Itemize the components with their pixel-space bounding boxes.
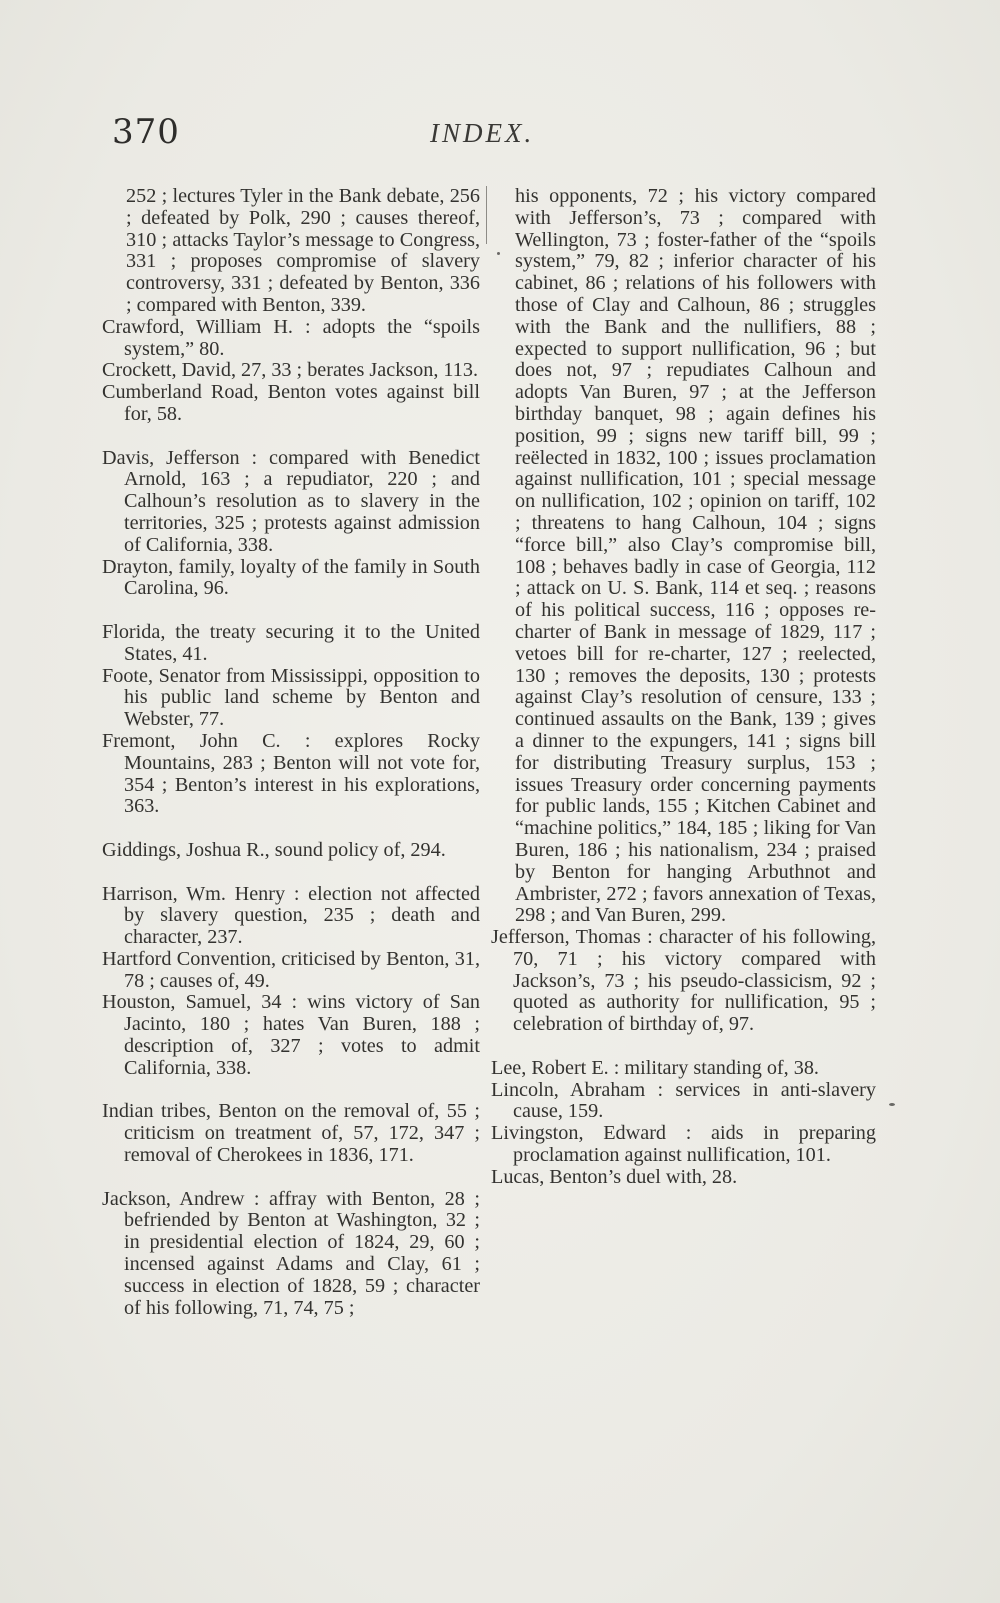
index-entry: Cumberland Road, Benton votes against bill for, 58. [102, 381, 480, 425]
entry-gap [102, 1080, 480, 1102]
index-entry: Lucas, Benton’s duel with, 28. [491, 1165, 738, 1188]
index-entry-continuation: his opponents, 72 ; his victory compared with Jefferson’s, 73 ; compared with Wellington, 73 ; foster-father of the “spoils system,” 79, 82 ; inferior character of his cabinet, 86 ; relations of his followers with those of Clay and Calhoun, 86 ; struggles with the Bank and the nullifiers, 88 ; expected to support nullification, 96 ; but does not, 97 ; repudiates Calhoun and adopts Van Buren, 97 ; at the Jefferson birthday banquet, 98 ; again defines his position, 99 ; signs new tariff bill, 99 ; reëlected in 1832, 100 ; issues proclamation against nullification, 101 ; special message on nullification, 102 ; opinion on tariff, 102 ; threatens to hang Calhoun, 104 ; signs “force bill,” also Clay’s compromise bill, 108 ; behaves badly in case of Georgia, 112 ; attack on U. S. Bank, 114 et seq. ; reasons of his political success, 116 ; opposes re-charter of Bank in message of 1829, 117 ; vetoes bill for re-charter, 127 ; reelected, 130 ; removes the deposits, 130 ; protests against Clay’s resolution of censure, 133 ; continued assaults on the Bank, 139 ; gives a dinner to the expungers, 141 ; signs bill for distributing Treasury surplus, 153 ; issues Treasury order concerning payments for public lands, 155 ; Kitchen Cabinet and “machine politics,” 184, 185 ; liking for Van Buren, 186 ; his nationalism, 234 ; praised by Benton for hanging Arbuthnot and Ambrister, 272 ; favors annexation of Texas, 298 ; and Van Buren, 299. [515, 185, 876, 927]
index-entry: Jackson, Andrew : affray with Benton, 28 ; befriended by Benton at Washington, 32 ; in presidential election of 1824, 29, 60 ; incensed against Adams and Clay, 61 ; success in election of 1828, 59 ; character of his following, 71, 74, 75 ; [102, 1187, 480, 1319]
ink-speck [889, 1103, 895, 1106]
index-entry: Fremont, John C. : explores Rocky Mountains, 283 ; Benton will not vote for, 354 ; Benton’s interest in his explorations, 363. [102, 729, 480, 818]
index-entry: Lincoln, Abraham : services in anti-slavery cause, 159. [491, 1078, 876, 1123]
entry-gap [102, 426, 480, 448]
left-index-column [102, 186, 480, 1319]
entry-gap [491, 1036, 876, 1058]
index-entry: Livingston, Edward : aids in preparing proclamation against nullification, 101. [491, 1122, 876, 1167]
entry-gap [102, 1167, 480, 1189]
entry-gap [102, 600, 480, 622]
entry-gap [102, 862, 480, 884]
index-entry: Harrison, Wm. Henry : election not affected by slavery question, 235 ; death and character, 237. [102, 882, 480, 949]
index-entry: Jefferson, Thomas : character of his following, 70, 71 ; his victory compared with Jackson’s, 73 ; his pseudo-classicism, 92 ; quoted as authority for nullification, 95 ; celebration of birthday of, 97. [491, 926, 876, 1036]
index-entry: Indian tribes, Benton on the removal of, 55 ; criticism on treatment of, 57, 172, 347 ; removal of Cherokees in 1836, 171. [102, 1100, 480, 1167]
index-entry: Crawford, William H. : adopts the “spoils system,” 80. [102, 315, 480, 360]
index-entry: Davis, Jefferson : compared with Benedict Arnold, 163 ; a repudiator, 220 ; and Calhoun’s resolution as to slavery in the territories, 325 ; protests against admission of California, 338. [102, 446, 480, 556]
page-number: 370 [112, 112, 180, 152]
index-entry: Houston, Samuel, 34 : wins victory of San Jacinto, 180 ; hates Van Buren, 188 ; description of, 327 ; votes to admit California, 338. [102, 991, 480, 1079]
entry-gap [102, 818, 480, 840]
index-entry: Drayton, family, loyalty of the family in South Carolina, 96. [102, 555, 480, 600]
ink-speck [497, 252, 500, 255]
page-header [112, 112, 912, 162]
index-entry: Giddings, Joshua R., sound policy of, 294. [102, 838, 446, 861]
index-entry: Lee, Robert E. : military standing of, 38. [491, 1056, 819, 1079]
index-entry: Florida, the treaty securing it to the United States, 41. [102, 620, 480, 665]
index-entry: Hartford Convention, criticised by Benton, 31, 78 ; causes of, 49. [102, 947, 480, 992]
index-entry: Foote, Senator from Mississippi, opposition to his public land scheme by Benton and Webster, 77. [102, 664, 480, 731]
column-divider [486, 186, 487, 244]
running-title: INDEX. [430, 118, 535, 148]
index-entry: Crockett, David, 27, 33 ; berates Jackson, 113. [102, 359, 479, 382]
index-entry-continuation: 252 ; lectures Tyler in the Bank debate, 256 ; defeated by Polk, 290 ; causes thereof, 310 ; attacks Taylor’s message to Congress, 331 ; proposes compromise of slavery controversy, 331 ; defeated by Benton, 336 ; compared with Benton, 339. [126, 185, 480, 316]
right-index-column [491, 186, 876, 1189]
